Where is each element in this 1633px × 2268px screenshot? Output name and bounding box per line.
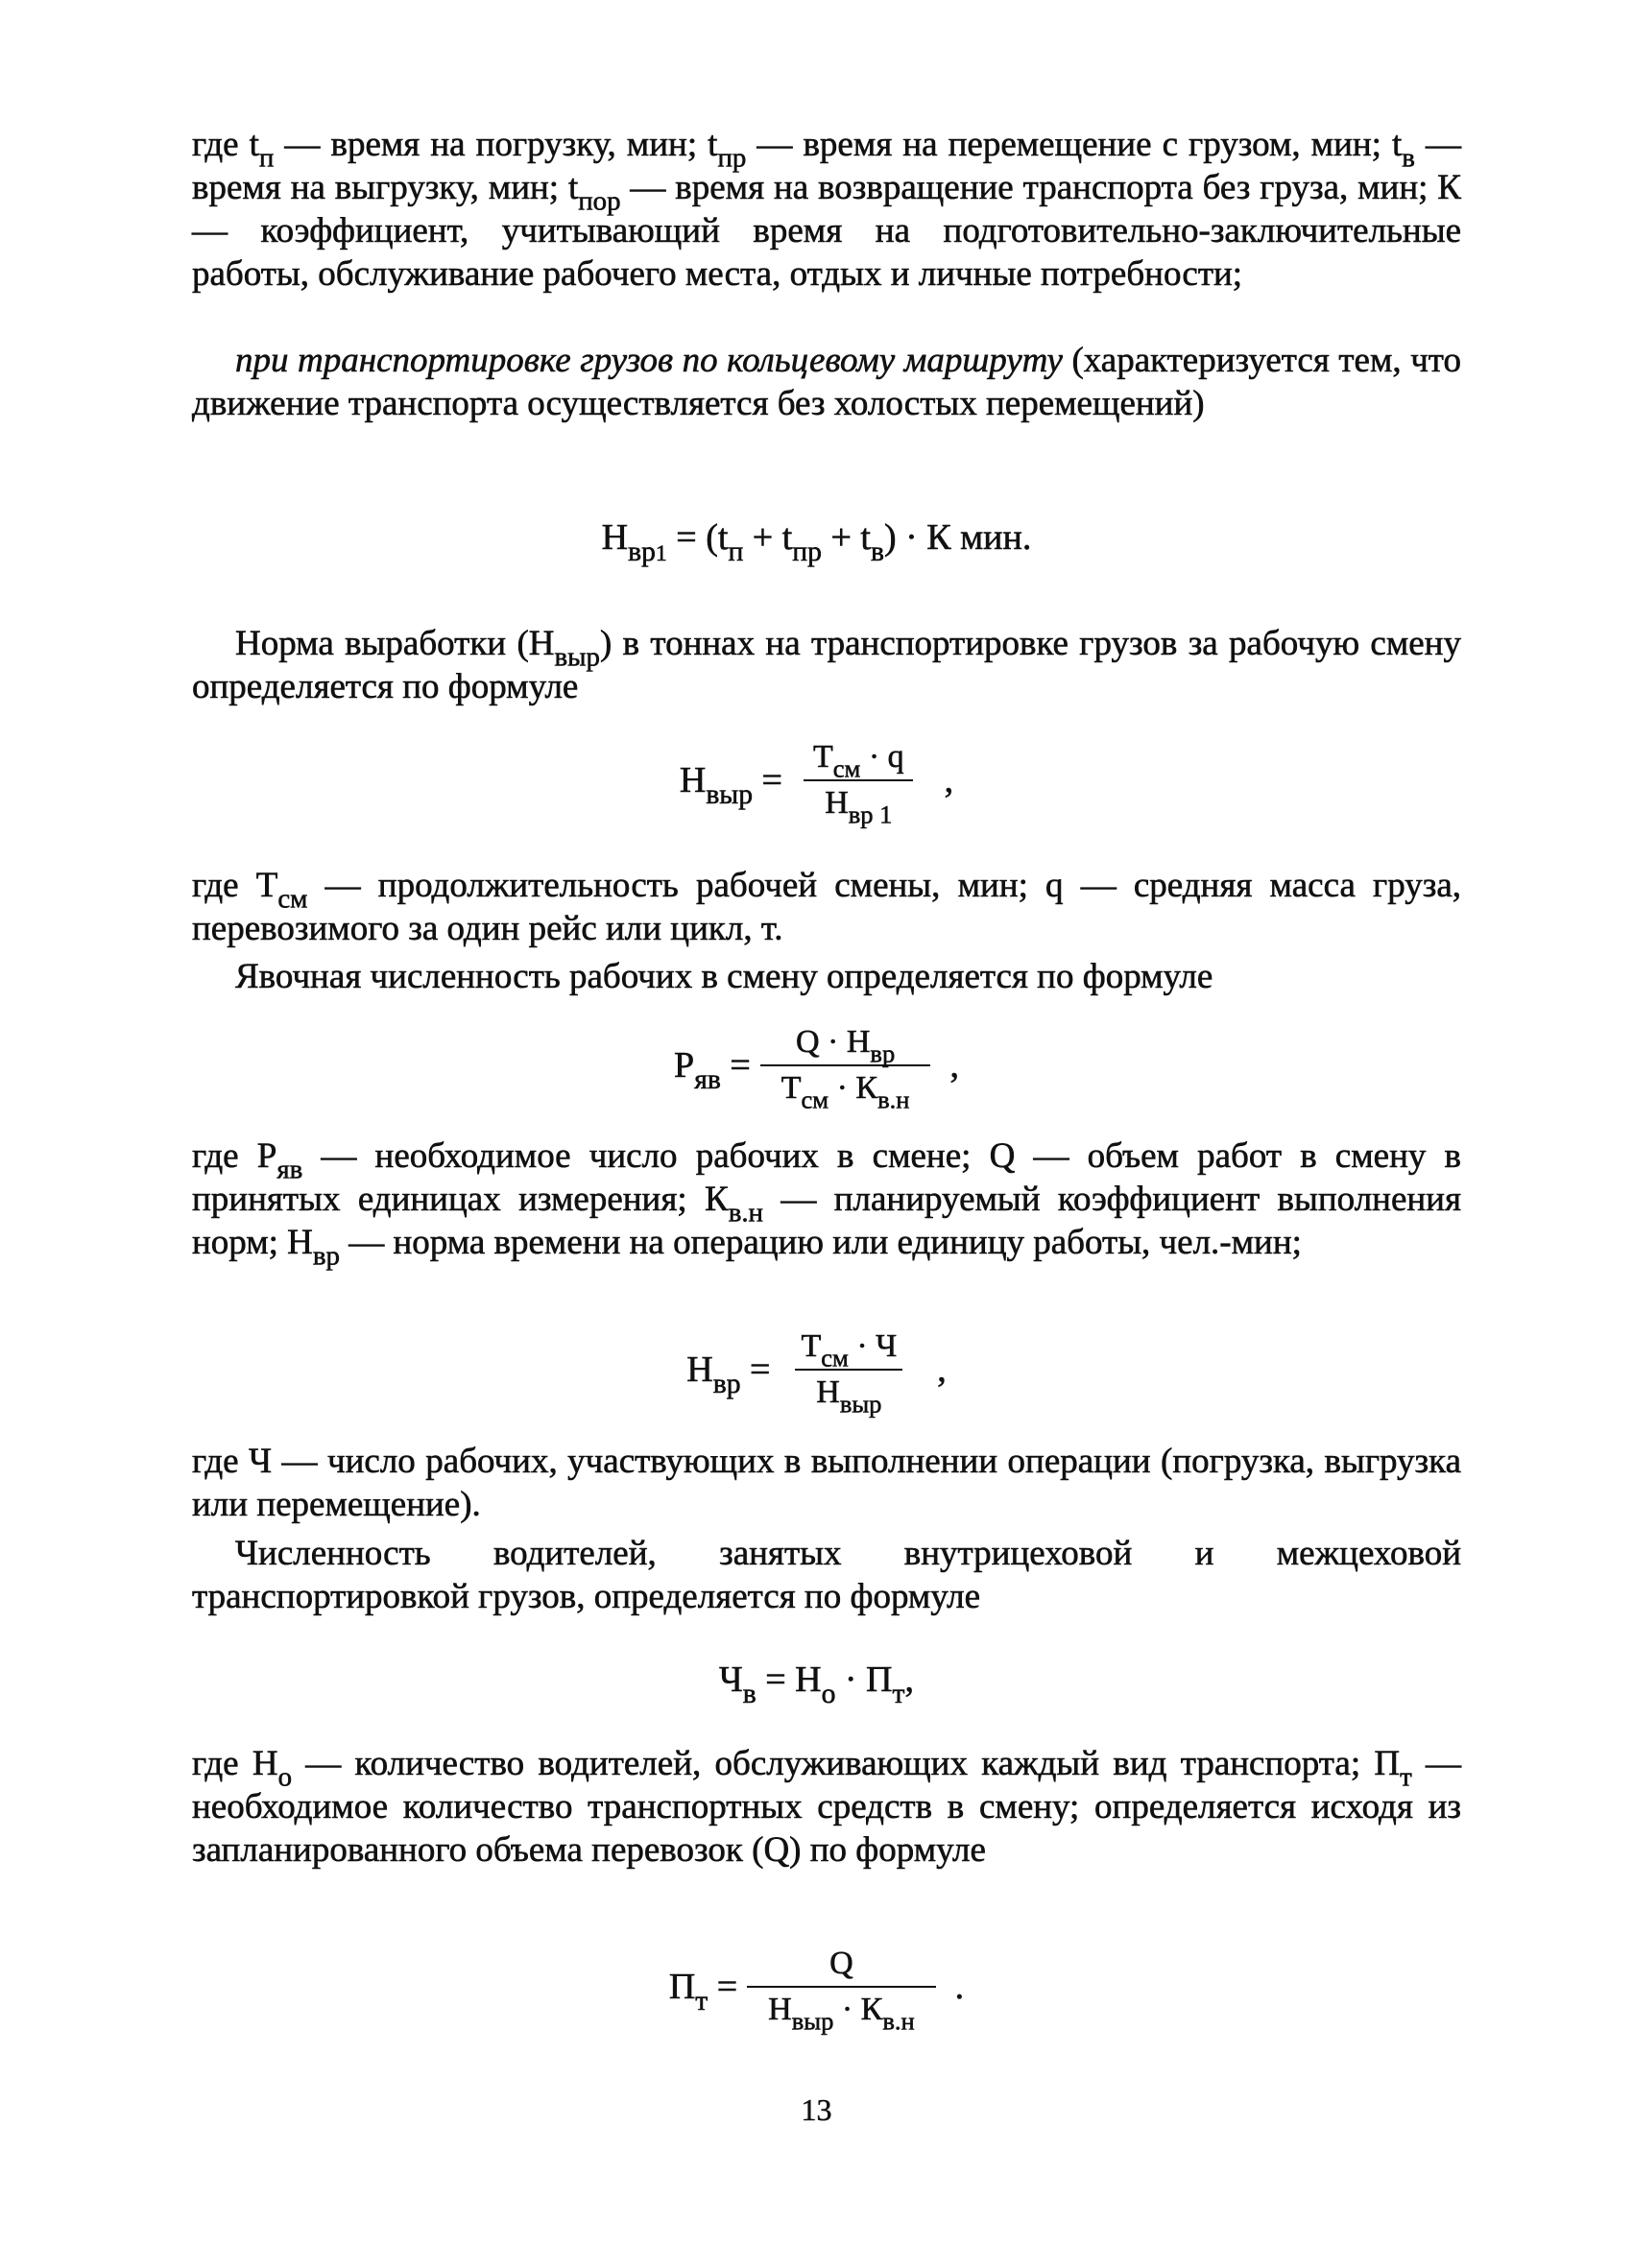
formula-part: = (t	[666, 517, 729, 558]
formula-lhs	[668, 1966, 738, 2017]
formula-symbol: Н	[601, 517, 629, 558]
formula-part: · П	[835, 1659, 893, 1700]
subscript: в	[870, 536, 884, 567]
text-run: — продолжительность рабочей смены, мин; q — средняя масса груза, перевозимого за один рейс или цикл, т.	[192, 866, 1462, 948]
formula-part: + t	[821, 517, 871, 558]
page-number: 13	[801, 2092, 832, 2127]
paragraph-worker-count	[192, 1440, 1461, 1526]
subscript: пор	[578, 185, 621, 217]
formula-symbol: Н	[768, 1992, 792, 2027]
italic-text: при транспортировке грузов по кольцевому маршруту	[235, 341, 1063, 380]
formula-symbol: П	[668, 1967, 696, 2007]
formula-part: · К	[833, 1992, 883, 2027]
subscript: п	[258, 142, 275, 174]
formula-time-norm	[0, 509, 1633, 566]
text-run: где Р	[192, 1136, 277, 1176]
subscript: 1	[655, 540, 667, 566]
text-run: — время на выгрузку, мин; t	[192, 125, 1461, 207]
formula-symbol: Т	[812, 739, 833, 775]
text-run: Явочная численность рабочих в смену определяется по формуле	[235, 957, 1213, 996]
fraction-denominator	[747, 1986, 936, 2036]
subscript: пр	[717, 142, 747, 174]
formula-symbol: Р	[674, 1045, 695, 1086]
subscript: выр	[791, 2006, 834, 2036]
text-run: — норма времени на операцию или единицу работы, чел.-мин;	[339, 1223, 1302, 1262]
formula-drivers	[0, 1651, 1633, 1708]
text-run: где t	[192, 125, 259, 164]
formula-part: =	[740, 1349, 771, 1390]
subscript: т	[1400, 1761, 1412, 1793]
formula-time-norm-per-worker	[0, 1317, 1633, 1422]
text-run: — время на перемещение с грузом, мин; t	[746, 125, 1403, 164]
paragraph-driver-definitions	[192, 1742, 1461, 1872]
subscript: т	[695, 1985, 708, 2017]
fraction-numerator	[792, 739, 925, 783]
formula-symbol: Н	[679, 760, 707, 800]
formula-part: ,	[904, 1659, 914, 1700]
subscript: вр	[312, 1240, 340, 1272]
subscript: о	[821, 1678, 836, 1709]
formula-part: ,	[937, 1349, 947, 1390]
formula-expression	[601, 516, 1032, 567]
text-run: где Т	[192, 866, 278, 905]
subscript: в	[742, 1678, 756, 1709]
formula-part: ,	[944, 760, 954, 800]
text-run: — время на возвращение транспорта без груза, мин; К — коэффициент, учитывающий время на подготовительно-заключительные работы, обслуживание рабочего места, отдых и личные потребности;	[192, 168, 1461, 294]
formula-part: · К	[829, 1070, 878, 1106]
formula-part: =	[720, 1045, 751, 1086]
fraction	[780, 1328, 918, 1419]
subscript: выр	[839, 1389, 882, 1419]
formula-lhs	[686, 1349, 771, 1399]
paragraph-output-norm	[192, 622, 1461, 708]
formula-part: · q	[860, 739, 904, 775]
text-run: — время на погрузку, мин; t	[274, 125, 718, 164]
formula-part: Q · Н	[795, 1024, 871, 1060]
formula-part: =	[708, 1967, 738, 2007]
subscript: в.н	[882, 2006, 915, 2036]
subscript: в	[1402, 142, 1415, 174]
formula-vehicles	[0, 1934, 1633, 2040]
paragraph-shift-definitions	[192, 864, 1461, 950]
formula-symbol: Н	[686, 1349, 713, 1390]
paragraph-time-definitions	[192, 123, 1461, 296]
formula-part: + t	[743, 517, 793, 558]
subscript: в.н	[877, 1085, 910, 1114]
subscript: яв	[694, 1063, 721, 1095]
subscript: выр	[554, 641, 600, 673]
text-run: (характеризуется тем, что движение транспорта осуществляется без холостых перемещений)	[192, 341, 1461, 423]
fraction-numerator	[780, 1328, 918, 1373]
formula-workers	[0, 1013, 1633, 1118]
formula-symbol: Ч	[719, 1659, 743, 1700]
subscript: п	[728, 536, 744, 567]
formula-part: · Ч	[848, 1328, 898, 1364]
formula-symbol: Н	[825, 785, 849, 821]
text-run: — необходимое число рабочих в смене; Q — объем работ в смену в принятых единицах измерения; К	[192, 1136, 1461, 1219]
text-run: — количество водителей, обслуживающих каждый вид транспорта; П	[292, 1744, 1401, 1783]
text-run: — необходимое количество транспортных средств в смену; определяется исходя из запланированного объема перевозок (Q) по формуле	[192, 1744, 1461, 1870]
fraction-denominator	[795, 1369, 902, 1419]
subscript: вр	[870, 1039, 896, 1068]
fraction	[760, 1024, 931, 1114]
formula-part: ) · К мин.	[883, 517, 1032, 558]
fraction	[792, 739, 925, 829]
subscript: о	[277, 1761, 293, 1793]
subscript: см	[801, 1085, 829, 1114]
formula-lhs	[679, 759, 782, 810]
fraction	[747, 1946, 936, 2036]
subscript: см	[277, 883, 308, 915]
formula-symbol: Н	[816, 1374, 840, 1410]
subscript: в.н	[728, 1197, 763, 1229]
subscript: т	[892, 1678, 905, 1709]
formula-output-norm	[0, 728, 1633, 833]
fraction-denominator	[760, 1064, 931, 1114]
text-run: ) в тоннах на транспортировке грузов за рабочую смену определяется по формуле	[192, 624, 1461, 706]
subscript: вр	[628, 536, 656, 567]
formula-symbol: Q	[829, 1946, 853, 1981]
paragraph-drivers-intro	[192, 1532, 1461, 1618]
text-run: — планируемый коэффициент выполнения норм; Н	[192, 1180, 1461, 1262]
subscript: вр	[712, 1368, 741, 1399]
text-run: Норма выработки (Н	[235, 624, 555, 663]
formula-lhs	[674, 1044, 751, 1095]
subscript: пр	[792, 536, 822, 567]
subscript: см	[821, 1343, 849, 1373]
text-run: где Ч — число рабочих, участвующих в выполнении операции (погрузка, выгрузка или перемещение).	[192, 1442, 1461, 1524]
formula-part: =	[753, 760, 782, 800]
formula-part: .	[954, 1967, 965, 2007]
formula-part: ,	[949, 1045, 959, 1086]
paragraph-headcount-intro	[192, 955, 1461, 998]
fraction-numerator	[775, 1024, 916, 1068]
subscript: яв	[276, 1154, 303, 1185]
fraction-denominator	[804, 779, 913, 829]
formula-expression	[719, 1659, 914, 1709]
subscript: см	[832, 753, 861, 783]
formula-part: = Н	[756, 1659, 822, 1700]
text-run: Численность водителей, занятых внутрицеховой и межцеховой транспортировкой грузов, определяется по формуле	[192, 1534, 1461, 1616]
paragraph-worker-definitions	[192, 1134, 1461, 1272]
subscript: вр 1	[848, 800, 893, 829]
formula-symbol: Т	[780, 1070, 802, 1106]
subscript: выр	[706, 778, 754, 810]
paragraph-ring-route	[192, 339, 1461, 425]
fraction-numerator	[808, 1946, 875, 1986]
formula-symbol: Т	[801, 1328, 822, 1364]
text-run: где Н	[192, 1744, 278, 1783]
